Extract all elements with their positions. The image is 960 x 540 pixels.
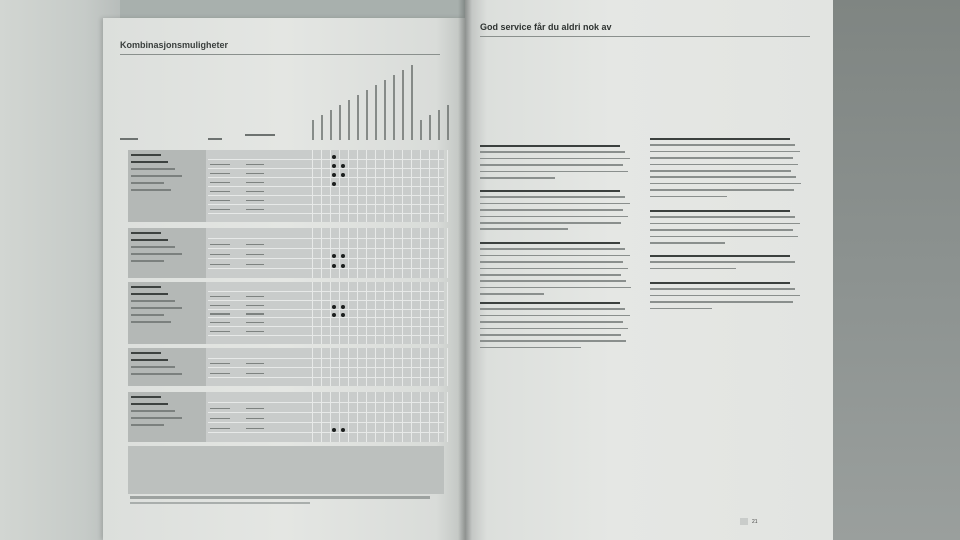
row-divider [208, 412, 444, 413]
section-label-mark [131, 260, 164, 262]
column-divider [447, 282, 448, 344]
cell-text-mark [210, 313, 230, 314]
column-divider [384, 282, 385, 344]
section-name-cell [128, 392, 206, 442]
section-label-mark [131, 307, 182, 309]
column-divider [375, 392, 376, 442]
text-line-mark [480, 145, 620, 147]
column-divider [366, 348, 367, 386]
column-divider [348, 282, 349, 344]
text-line-mark [480, 261, 623, 263]
availability-dot [332, 182, 336, 186]
text-line-mark [650, 144, 795, 146]
column-divider [420, 392, 421, 442]
cell-text-mark [246, 305, 264, 306]
cell-text-mark [210, 191, 230, 192]
column-divider [420, 150, 421, 222]
section-label-mark [131, 286, 161, 288]
text-line-mark [480, 248, 625, 250]
column-divider [366, 150, 367, 222]
section-label-mark [131, 182, 164, 184]
column-divider [411, 150, 412, 222]
desk-surface-right [830, 0, 960, 540]
column-divider [357, 282, 358, 344]
cell-text-mark [246, 322, 264, 323]
cell-text-mark [210, 418, 230, 419]
text-line-mark [650, 308, 712, 310]
text-line-mark [480, 315, 630, 317]
column-divider [330, 392, 331, 442]
text-line-mark [480, 203, 630, 205]
column-divider [321, 282, 322, 344]
cell-text-mark [246, 296, 264, 297]
text-line-mark [650, 151, 800, 153]
section-label-mark [131, 154, 161, 156]
text-line-mark [650, 288, 795, 290]
right-title-rule [480, 36, 810, 37]
cell-text-mark [210, 164, 230, 165]
column-divider [393, 228, 394, 278]
column-divider [438, 392, 439, 442]
column-divider [429, 348, 430, 386]
column-divider [411, 392, 412, 442]
column-divider [357, 392, 358, 442]
text-line-mark [650, 242, 725, 244]
cell-text-mark [210, 363, 230, 364]
column-divider [312, 348, 313, 386]
section-label-mark [131, 321, 171, 323]
section-label-mark [131, 403, 168, 405]
column-divider [429, 228, 430, 278]
text-line-mark [650, 295, 800, 297]
text-line-mark [480, 287, 631, 289]
column-divider [321, 348, 322, 386]
section-label-mark [131, 417, 182, 419]
text-line-mark [650, 176, 796, 178]
text-line-mark [480, 255, 630, 257]
column-divider [339, 348, 340, 386]
column-divider [402, 348, 403, 386]
cell-text-mark [246, 191, 264, 192]
option-header-mark [330, 110, 332, 140]
row-divider [208, 317, 444, 318]
option-header-mark [357, 95, 359, 140]
row-divider [208, 177, 444, 178]
column-divider [339, 228, 340, 278]
cell-text-mark [210, 244, 230, 245]
section-name-cell [128, 150, 206, 222]
text-line-mark [650, 189, 794, 191]
section-name-cell [128, 228, 206, 278]
cell-text-mark [246, 331, 264, 332]
column-divider [384, 348, 385, 386]
text-line-mark [650, 236, 798, 238]
text-line-mark [650, 268, 736, 270]
text-line-mark [650, 196, 727, 198]
brochure-right-page [465, 0, 833, 540]
column-divider [438, 348, 439, 386]
cell-text-mark [246, 254, 264, 255]
column-divider [348, 228, 349, 278]
cell-text-mark [246, 200, 264, 201]
row-divider [208, 377, 444, 378]
desk-surface-left [0, 0, 120, 540]
row-divider [208, 204, 444, 205]
column-divider [402, 150, 403, 222]
availability-dot [341, 305, 345, 309]
row-divider [208, 309, 444, 310]
section-label-mark [131, 246, 175, 248]
column-divider [438, 228, 439, 278]
option-header-mark [339, 105, 341, 140]
text-line-mark [480, 334, 621, 336]
availability-dot [332, 155, 336, 159]
column-divider [312, 282, 313, 344]
page-number-box [740, 518, 748, 525]
row-divider [208, 432, 444, 433]
column-divider [357, 150, 358, 222]
cell-text-mark [210, 296, 230, 297]
option-header-mark [321, 115, 323, 140]
text-line-mark [480, 280, 626, 282]
column-divider [420, 348, 421, 386]
cell-text-mark [246, 373, 264, 374]
cell-text-mark [210, 200, 230, 201]
section-label-mark [131, 314, 164, 316]
cell-text-mark [210, 264, 230, 265]
column-divider [411, 282, 412, 344]
column-divider [330, 150, 331, 222]
column-divider [339, 282, 340, 344]
column-divider [375, 150, 376, 222]
cell-text-mark [210, 182, 230, 183]
table-section [128, 392, 444, 442]
column-divider [330, 282, 331, 344]
availability-dot [341, 428, 345, 432]
row-divider [208, 291, 444, 292]
availability-dot [341, 264, 345, 268]
text-line-mark [650, 282, 790, 284]
table-empty-area [128, 446, 444, 494]
column-divider [312, 150, 313, 222]
option-header-mark [348, 100, 350, 140]
option-header-mark [384, 80, 386, 140]
section-label-mark [131, 253, 182, 255]
brochure-spine [458, 0, 472, 540]
row-divider [208, 186, 444, 187]
column-divider [429, 150, 430, 222]
text-line-mark [480, 222, 621, 224]
column-divider [420, 228, 421, 278]
column-divider [411, 228, 412, 278]
section-label-mark [131, 373, 182, 375]
cell-text-mark [210, 173, 230, 174]
availability-dot [332, 264, 336, 268]
text-line-mark [480, 177, 555, 179]
cell-text-mark [246, 264, 264, 265]
section-label-mark [131, 175, 182, 177]
column-divider [339, 150, 340, 222]
column-divider [321, 228, 322, 278]
table-section [128, 150, 444, 222]
row-divider [208, 402, 444, 403]
column-divider [312, 228, 313, 278]
column-divider [312, 392, 313, 442]
right-page-title: God service får du aldri nok av [480, 22, 612, 32]
row-divider [208, 168, 444, 169]
column-divider [402, 228, 403, 278]
text-line-mark [650, 157, 793, 159]
row-divider [208, 367, 444, 368]
text-line-mark [650, 301, 793, 303]
column-divider [348, 150, 349, 222]
section-label-mark [131, 168, 175, 170]
cell-text-mark [246, 408, 264, 409]
option-header-mark [402, 70, 404, 140]
table-section [128, 228, 444, 278]
table-section [128, 282, 444, 344]
section-name-cell [128, 348, 206, 386]
option-header-mark [429, 115, 431, 140]
cell-text-mark [246, 173, 264, 174]
text-line-mark [480, 274, 621, 276]
text-line-mark [480, 328, 628, 330]
column-divider [366, 392, 367, 442]
table-section [128, 348, 444, 386]
cell-text-mark [246, 164, 264, 165]
text-line-mark [650, 164, 798, 166]
left-title-rule [120, 54, 440, 55]
availability-dot [332, 305, 336, 309]
option-header-mark [393, 75, 395, 140]
column-divider [447, 348, 448, 386]
column-divider [393, 348, 394, 386]
column-divider [375, 282, 376, 344]
text-line-mark [650, 229, 793, 231]
section-label-mark [131, 410, 175, 412]
column-divider [375, 348, 376, 386]
text-line-mark [650, 255, 790, 257]
column-divider [339, 392, 340, 442]
cell-text-mark [246, 209, 264, 210]
column-divider [393, 282, 394, 344]
section-label-mark [131, 359, 168, 361]
text-line-mark [650, 183, 801, 185]
row-divider [208, 248, 444, 249]
section-label-mark [131, 161, 168, 163]
row-divider [208, 358, 444, 359]
column-divider [375, 228, 376, 278]
column-divider [357, 348, 358, 386]
text-line-mark [650, 138, 790, 140]
text-line-mark [480, 268, 628, 270]
text-line-mark [650, 216, 795, 218]
text-line-mark [480, 158, 630, 160]
left-page-title: Kombinasjonsmuligheter [120, 40, 229, 50]
table-footnote [130, 496, 440, 504]
cell-text-mark [210, 322, 230, 323]
column-divider [384, 228, 385, 278]
section-label-mark [131, 239, 168, 241]
column-divider [366, 228, 367, 278]
cell-text-mark [210, 331, 230, 332]
column-divider [447, 150, 448, 222]
column-divider [321, 150, 322, 222]
column-divider [366, 282, 367, 344]
text-line-mark [480, 190, 620, 192]
cell-text-mark [246, 244, 264, 245]
column-divider [420, 282, 421, 344]
column-divider [384, 150, 385, 222]
option-header-mark [438, 110, 440, 140]
row-divider [208, 258, 444, 259]
availability-dot [332, 173, 336, 177]
availability-dot [341, 254, 345, 258]
availability-dot [332, 254, 336, 258]
text-line-mark [480, 216, 628, 218]
cell-text-mark [210, 428, 230, 429]
text-line-mark [480, 164, 623, 166]
row-divider [208, 195, 444, 196]
text-line-mark [480, 228, 568, 230]
cell-text-mark [246, 428, 264, 429]
row-divider [208, 238, 444, 239]
section-label-mark [131, 232, 161, 234]
availability-dot [341, 173, 345, 177]
column-header-mark [208, 138, 222, 140]
column-divider [384, 392, 385, 442]
availability-dot [341, 164, 345, 168]
text-line-mark [480, 209, 623, 211]
column-header-mark [245, 134, 275, 136]
text-line-mark [480, 196, 625, 198]
cell-text-mark [210, 408, 230, 409]
column-divider [429, 392, 430, 442]
cell-text-mark [246, 363, 264, 364]
column-divider [438, 150, 439, 222]
cell-text-mark [246, 313, 264, 314]
cell-text-mark [210, 209, 230, 210]
column-header-mark [120, 138, 138, 140]
column-divider [357, 228, 358, 278]
text-line-mark [480, 171, 628, 173]
cell-text-mark [210, 373, 230, 374]
text-line-mark [480, 347, 581, 349]
section-label-mark [131, 366, 175, 368]
section-label-mark [131, 293, 168, 295]
column-divider [402, 392, 403, 442]
availability-dot [332, 164, 336, 168]
column-divider [348, 392, 349, 442]
cell-text-mark [210, 305, 230, 306]
section-name-cell [128, 282, 206, 344]
column-divider [447, 392, 448, 442]
combination-table [128, 150, 444, 446]
text-line-mark [480, 321, 623, 323]
cell-text-mark [210, 254, 230, 255]
text-line-mark [480, 340, 626, 342]
text-line-mark [650, 210, 790, 212]
option-header-mark [447, 105, 449, 140]
text-line-mark [650, 170, 791, 172]
column-divider [330, 228, 331, 278]
section-label-mark [131, 396, 161, 398]
option-header-mark [312, 120, 314, 140]
row-divider [208, 335, 444, 336]
cell-text-mark [246, 182, 264, 183]
column-divider [393, 150, 394, 222]
text-line-mark [480, 293, 544, 295]
column-divider [348, 348, 349, 386]
option-header-mark [420, 120, 422, 140]
text-line-mark [480, 308, 625, 310]
column-divider [402, 282, 403, 344]
column-divider [447, 228, 448, 278]
text-line-mark [480, 242, 620, 244]
text-line-mark [650, 223, 800, 225]
column-divider [321, 392, 322, 442]
column-divider [393, 392, 394, 442]
column-divider [438, 282, 439, 344]
column-divider [330, 348, 331, 386]
section-label-mark [131, 424, 164, 426]
row-divider [208, 159, 444, 160]
row-divider [208, 268, 444, 269]
option-header-mark [411, 65, 413, 140]
availability-dot [332, 428, 336, 432]
page-number: 21 [752, 519, 758, 525]
section-label-mark [131, 352, 161, 354]
text-line-mark [650, 261, 795, 263]
column-divider [411, 348, 412, 386]
option-header-mark [375, 85, 377, 140]
option-header-mark [366, 90, 368, 140]
text-line-mark [480, 151, 625, 153]
text-line-mark [480, 302, 620, 304]
section-label-mark [131, 189, 171, 191]
section-label-mark [131, 300, 175, 302]
row-divider [208, 213, 444, 214]
row-divider [208, 422, 444, 423]
row-divider [208, 300, 444, 301]
row-divider [208, 326, 444, 327]
cell-text-mark [246, 418, 264, 419]
column-divider [429, 282, 430, 344]
